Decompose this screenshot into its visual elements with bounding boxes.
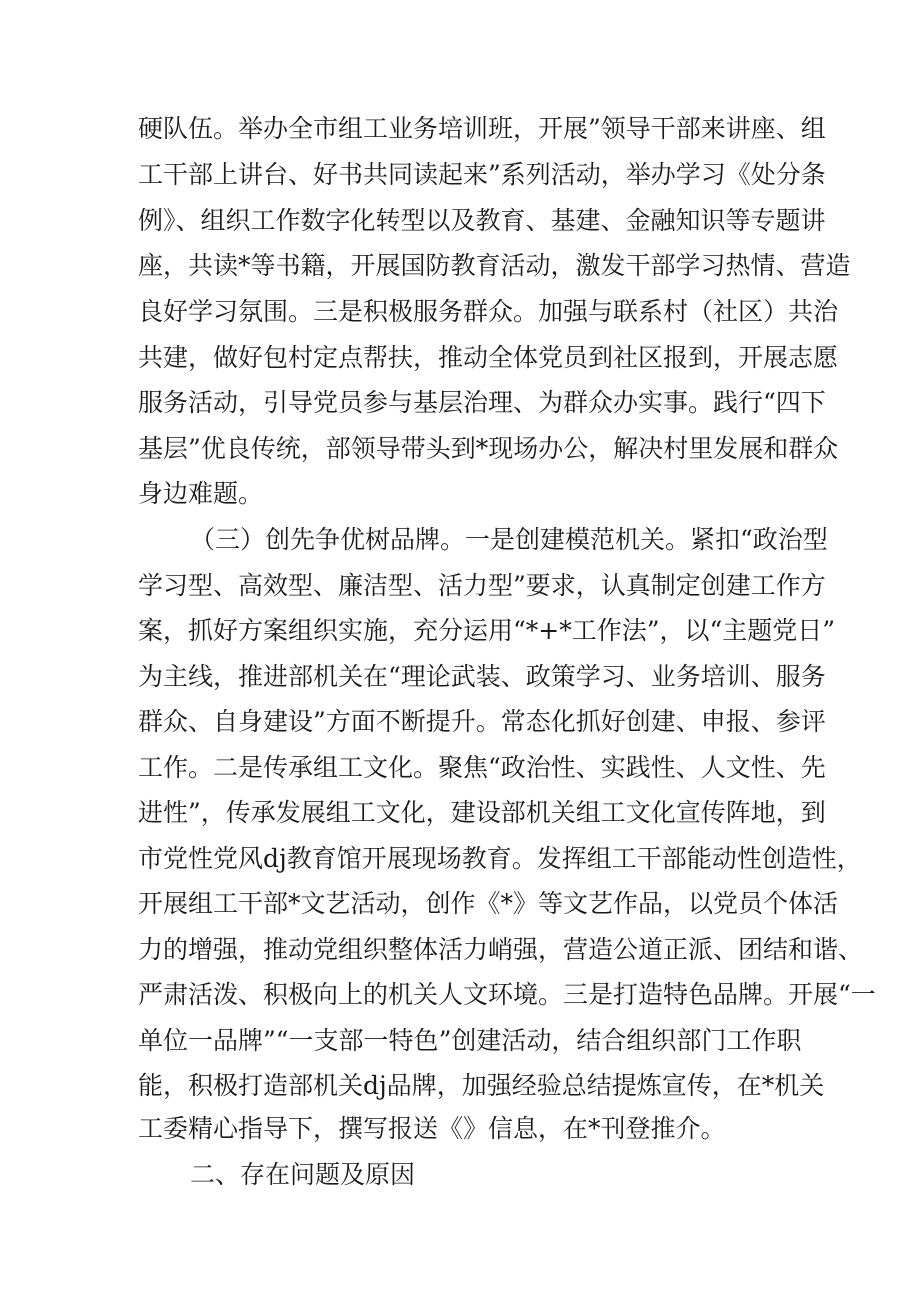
paragraph-2-line-14: 工委精心指导下，撰写报送《》信息，在*刊登推介。 <box>138 1114 726 1143</box>
paragraph-2-line-11: 严肃活泼、积极向上的机关人文环境。三是打造特色品牌。开展“一 <box>138 980 876 1009</box>
paragraph-1-line-2: 工干部上讲台、好书共同读起来”系列活动，举办学习《处分条 <box>138 160 826 189</box>
paragraph-2-line-1: （三）创先争优树品牌。一是创建模范机关。紧扣“政治型 <box>190 525 828 554</box>
paragraph-2-line-2: 学习型、高效型、廉洁型、活力型”要求，认真制定创建工作方 <box>138 571 826 600</box>
paragraph-2-line-3: 案，抓好方案组织实施，充分运用“*+*工作法”，以“主题党日” <box>138 616 836 645</box>
paragraph-2-line-5: 群众、自身建设”方面不断提升。常态化抓好创建、申报、参评 <box>138 707 826 736</box>
paragraph-2-line-8: 市党性党风dj教育馆开展现场教育。发挥组工干部能动性创造性， <box>138 844 862 873</box>
paragraph-1-line-7: 服务活动，引导党员参与基层治理、为群众办实事。践行“四下 <box>138 388 826 417</box>
paragraph-2-line-7: 进性”，传承发展组工文化，建设部机关组工文化宣传阵地，到 <box>138 798 826 827</box>
paragraph-1-line-6: 共建，做好包村定点帮扶，推动全体党员到社区报到，开展志愿 <box>138 343 839 372</box>
paragraph-1-line-9: 身边难题。 <box>138 479 264 508</box>
paragraph-2-line-12: 单位一品牌”“一支部一特色”创建活动，结合组织部门工作职 <box>138 1026 802 1055</box>
paragraph-2-line-13: 能，积极打造部机关dj品牌，加强经验总结提炼宣传，在*机关 <box>138 1071 825 1100</box>
paragraph-2-line-9: 开展组工干部*文艺活动，创作《*》等文艺作品，以党员个体活 <box>138 889 839 918</box>
paragraph-2-line-10: 力的增强，推动党组织整体活力峭强，营造公道正派、团结和谐、 <box>138 935 864 964</box>
paragraph-1-line-4: 座，共读*等书籍，开展国防教育活动，激发干部学习热情、营造 <box>138 251 851 280</box>
section-heading: 二、存在问题及原因 <box>190 1160 416 1189</box>
paragraph-1-line-3: 例》、组织工作数字化转型以及教育、基建、金融知识等专题讲 <box>138 206 826 235</box>
paragraph-1-line-8: 基层”优良传统，部领导带头到*现场办公，解决村里发展和群众 <box>138 434 839 463</box>
paragraph-1-line-1: 硬队伍。举办全市组工业务培训班，开展”领导干部来讲座、组 <box>138 114 826 143</box>
paragraph-2-line-4: 为主线，推进部机关在“理论武装、政策学习、业务培训、服务 <box>138 662 826 691</box>
paragraph-2-line-6: 工作。二是传承组工文化。聚焦“政治性、实践性、人文性、先 <box>138 753 826 782</box>
paragraph-1-line-5: 良好学习氛围。三是积极服务群众。加强与联系村（社区）共治 <box>138 297 839 326</box>
